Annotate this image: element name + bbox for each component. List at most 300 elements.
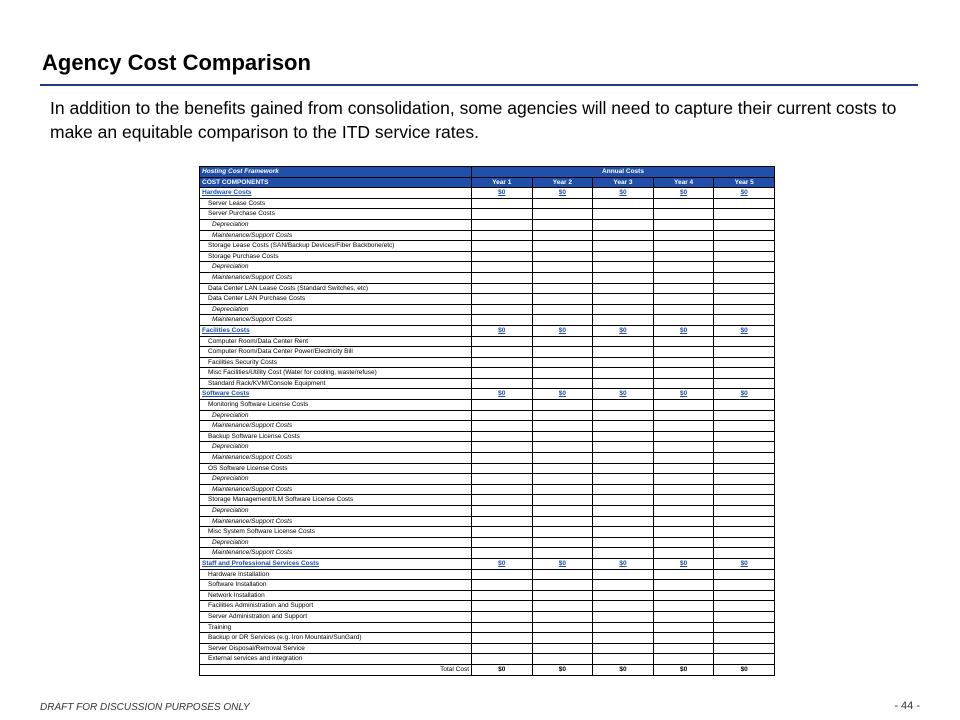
table-row [200,484,775,495]
year-value-cell [714,368,775,379]
year-value-cell: $0 [532,389,593,400]
year-value-cell [532,230,593,241]
year-value-cell [714,410,775,421]
year-value-cell [653,209,714,220]
cost-item-label: Server Disposal/Removal Service [200,643,472,654]
year-value-cell [532,378,593,389]
cost-item-label: Misc System Software License Costs [200,527,472,538]
year-value-cell [653,241,714,252]
table-row [200,378,775,389]
year-value-cell [714,506,775,517]
annual-costs-label: Annual Costs [472,167,775,178]
total-label: Total Cost [200,664,472,675]
year-value-cell [653,643,714,654]
year-value-cell [653,548,714,559]
table-row [200,347,775,358]
year-value-cell [653,474,714,485]
table-header-row-1 [200,167,775,178]
year-value-cell [653,421,714,432]
year-value-cell [532,294,593,305]
section-row [200,188,775,199]
cost-item-label: Data Center LAN Lease Costs (Standard Switches, etc) [200,283,472,294]
year-value-cell [472,421,533,432]
table-row [200,294,775,305]
year-value-cell [593,590,654,601]
cost-item-label: Maintenance/Support Costs [200,421,472,432]
year-value-cell [472,262,533,273]
year-value-cell [472,283,533,294]
table-row [200,283,775,294]
year-value-cell [532,633,593,644]
table-row [200,304,775,315]
cost-item-label: Depreciation [200,219,472,230]
cost-item-label: Maintenance/Support Costs [200,315,472,326]
year-value-cell [714,633,775,644]
cost-item-label: Depreciation [200,304,472,315]
year-value-cell [653,336,714,347]
year-value-cell [714,294,775,305]
year-value-cell [532,495,593,506]
year-value-cell: $0 [532,325,593,336]
year-value-cell [653,400,714,411]
year-value-cell [532,283,593,294]
year-value-cell [653,294,714,305]
year-value-cell [472,622,533,633]
year-value-cell [532,410,593,421]
year-value-cell [472,230,533,241]
table-row [200,527,775,538]
year-value-cell [472,516,533,527]
year-header: Year 3 [593,177,654,188]
year-value-cell [593,357,654,368]
cost-item-label: Maintenance/Support Costs [200,516,472,527]
year-value-cell [472,495,533,506]
year-value-cell [653,347,714,358]
year-value-cell [532,463,593,474]
year-value-cell [532,611,593,622]
year-value-cell [714,304,775,315]
cost-item-label: Depreciation [200,506,472,517]
year-value-cell [532,484,593,495]
year-value-cell [714,548,775,559]
total-value-cell: $0 [532,664,593,675]
year-value-cell [472,527,533,538]
year-value-cell [653,580,714,591]
year-value-cell: $0 [714,325,775,336]
cost-item-label: Depreciation [200,262,472,273]
year-value-cell [472,537,533,548]
year-value-cell: $0 [653,325,714,336]
table-row [200,611,775,622]
year-value-cell [653,304,714,315]
year-value-cell [532,219,593,230]
year-value-cell [714,431,775,442]
year-value-cell [714,230,775,241]
table-row [200,421,775,432]
year-header: Year 1 [472,177,533,188]
year-value-cell [593,548,654,559]
year-value-cell [593,516,654,527]
year-value-cell [593,463,654,474]
cost-item-label: Server Purchase Costs [200,209,472,220]
year-value-cell: $0 [593,325,654,336]
year-value-cell [532,453,593,464]
year-value-cell: $0 [714,188,775,199]
year-value-cell [714,601,775,612]
table-row [200,431,775,442]
year-value-cell: $0 [593,188,654,199]
year-value-cell [714,590,775,601]
year-value-cell [532,357,593,368]
year-value-cell [472,590,533,601]
year-value-cell [653,611,714,622]
year-value-cell: $0 [532,558,593,569]
year-value-cell [532,421,593,432]
year-value-cell [653,516,714,527]
year-value-cell [653,569,714,580]
year-value-cell [593,506,654,517]
table-row [200,315,775,326]
year-value-cell [653,230,714,241]
year-value-cell [472,548,533,559]
year-value-cell [472,601,533,612]
year-value-cell [593,241,654,252]
table-row [200,410,775,421]
year-value-cell [472,633,533,644]
year-value-cell [653,463,714,474]
year-value-cell [714,611,775,622]
cost-item-label: Monitoring Software License Costs [200,400,472,411]
year-value-cell [472,453,533,464]
year-value-cell [593,251,654,262]
year-value-cell [714,527,775,538]
section-label: Hardware Costs [200,188,472,199]
year-value-cell: $0 [653,558,714,569]
year-value-cell [593,431,654,442]
section-row [200,325,775,336]
year-value-cell [593,400,654,411]
section-row [200,558,775,569]
year-value-cell [593,527,654,538]
table-row [200,400,775,411]
table-row [200,251,775,262]
table-row [200,198,775,209]
year-value-cell [472,357,533,368]
year-header: Year 5 [714,177,775,188]
year-value-cell [653,378,714,389]
year-value-cell [714,251,775,262]
cost-item-label: Depreciation [200,442,472,453]
cost-item-label: Storage Lease Costs (SAN/Backup Devices/Fiber Backbone/etc) [200,241,472,252]
year-value-cell [653,357,714,368]
year-value-cell [472,643,533,654]
table-row [200,209,775,220]
year-value-cell [532,209,593,220]
year-value-cell [714,283,775,294]
cost-item-label: Depreciation [200,474,472,485]
year-value-cell [714,198,775,209]
year-value-cell [593,209,654,220]
cost-item-label: Misc Facilities/Utility Cost (Water for cooling, waste/refuse) [200,368,472,379]
draft-footer: DRAFT FOR DISCUSSION PURPOSES ONLY [40,702,250,713]
cost-item-label: Storage Purchase Costs [200,251,472,262]
year-value-cell [532,548,593,559]
cost-item-label: Storage Management/ILM Software License Costs [200,495,472,506]
year-value-cell [714,421,775,432]
year-value-cell [714,569,775,580]
year-value-cell: $0 [653,389,714,400]
cost-item-label: Maintenance/Support Costs [200,453,472,464]
section-label: Software Costs [200,389,472,400]
year-value-cell: $0 [472,325,533,336]
year-value-cell [532,241,593,252]
year-value-cell [714,495,775,506]
year-value-cell [593,580,654,591]
year-value-cell [532,400,593,411]
year-value-cell: $0 [593,389,654,400]
table-row [200,569,775,580]
year-value-cell [472,368,533,379]
cost-item-label: External services and integration [200,654,472,665]
year-value-cell [653,622,714,633]
table-row [200,622,775,633]
year-value-cell [593,421,654,432]
year-value-cell: $0 [653,188,714,199]
year-value-cell [714,262,775,273]
year-value-cell [472,410,533,421]
year-value-cell [593,643,654,654]
year-value-cell [714,463,775,474]
year-value-cell [532,580,593,591]
year-value-cell [472,442,533,453]
year-value-cell [472,198,533,209]
year-value-cell [653,537,714,548]
total-value-cell: $0 [653,664,714,675]
table-row [200,463,775,474]
year-value-cell [653,315,714,326]
table-row [200,357,775,368]
year-value-cell [532,601,593,612]
year-value-cell [472,400,533,411]
title-underline [40,84,918,86]
year-value-cell [593,569,654,580]
cost-item-label: Hardware Installation [200,569,472,580]
year-value-cell [593,495,654,506]
cost-components-label: COST COMPONENTS [200,177,472,188]
year-value-cell [653,601,714,612]
cost-item-label: Computer Room/Data Center Rent [200,336,472,347]
cost-item-label: OS Software License Costs [200,463,472,474]
year-value-cell [714,442,775,453]
year-value-cell [532,251,593,262]
total-row [200,664,775,675]
table-row [200,230,775,241]
year-value-cell [593,315,654,326]
year-value-cell [472,654,533,665]
year-value-cell [714,580,775,591]
year-value-cell [532,590,593,601]
cost-item-label: Maintenance/Support Costs [200,548,472,559]
year-value-cell [714,315,775,326]
year-value-cell: $0 [472,558,533,569]
year-value-cell [472,580,533,591]
cost-item-label: Training [200,622,472,633]
year-value-cell [593,378,654,389]
year-value-cell [532,198,593,209]
cost-item-label: Server Administration and Support [200,611,472,622]
cost-item-label: Backup Software License Costs [200,431,472,442]
year-value-cell [472,474,533,485]
year-value-cell [532,527,593,538]
section-label: Staff and Professional Services Costs [200,558,472,569]
cost-item-label: Software Installation [200,580,472,591]
year-value-cell [472,304,533,315]
year-value-cell [593,304,654,315]
year-value-cell [532,336,593,347]
cost-item-label: Maintenance/Support Costs [200,230,472,241]
year-value-cell [532,262,593,273]
table-row [200,516,775,527]
year-value-cell [653,633,714,644]
year-value-cell [532,506,593,517]
section-label: Facilities Costs [200,325,472,336]
year-value-cell [593,272,654,283]
year-value-cell [593,453,654,464]
year-value-cell [593,633,654,644]
year-value-cell [532,431,593,442]
cost-item-label: Facilities Security Costs [200,357,472,368]
cost-item-label: Standard Rack/KVM/Console Equipment [200,378,472,389]
year-value-cell [653,431,714,442]
table-row [200,495,775,506]
cost-item-label: Server Lease Costs [200,198,472,209]
year-value-cell: $0 [714,558,775,569]
year-value-cell [472,611,533,622]
cost-item-label: Facilities Administration and Support [200,601,472,612]
year-value-cell [593,336,654,347]
year-value-cell [653,219,714,230]
table-row [200,590,775,601]
table-row [200,580,775,591]
year-value-cell: $0 [472,389,533,400]
year-value-cell [714,537,775,548]
year-value-cell [472,315,533,326]
year-value-cell [472,484,533,495]
table-row [200,643,775,654]
year-value-cell [593,442,654,453]
year-value-cell [593,230,654,241]
year-value-cell [714,347,775,358]
year-value-cell [593,484,654,495]
year-value-cell [653,590,714,601]
year-value-cell [532,474,593,485]
year-value-cell [653,198,714,209]
table-row [200,548,775,559]
year-header: Year 2 [532,177,593,188]
year-value-cell [472,241,533,252]
cost-item-label: Maintenance/Support Costs [200,272,472,283]
year-value-cell [714,378,775,389]
year-value-cell [593,368,654,379]
year-value-cell [472,463,533,474]
year-value-cell [653,262,714,273]
year-value-cell [532,442,593,453]
cost-item-label: Computer Room/Data Center Power/Electricity Bill [200,347,472,358]
total-value-cell: $0 [472,664,533,675]
year-value-cell [472,347,533,358]
year-value-cell [653,654,714,665]
table-row [200,219,775,230]
year-value-cell [593,219,654,230]
year-value-cell [714,516,775,527]
year-value-cell [532,537,593,548]
section-row [200,389,775,400]
year-value-cell [714,453,775,464]
year-value-cell [653,495,714,506]
table-row [200,262,775,273]
year-value-cell [714,241,775,252]
year-value-cell [532,304,593,315]
year-value-cell [472,209,533,220]
year-value-cell [653,506,714,517]
year-value-cell [653,442,714,453]
year-value-cell [714,209,775,220]
year-value-cell [653,283,714,294]
intro-paragraph: In addition to the benefits gained from consolidation, some agencies will need to capture their current costs to make an equitable comparison to the ITD service rates. [50,98,897,142]
table-row [200,453,775,464]
year-value-cell: $0 [593,558,654,569]
table-row [200,272,775,283]
year-value-cell [593,410,654,421]
framework-label: Hosting Cost Framework [200,167,472,178]
year-value-cell [472,378,533,389]
table-row [200,537,775,548]
year-value-cell [472,294,533,305]
year-value-cell [593,474,654,485]
year-value-cell [714,400,775,411]
table-header-row-2 [200,177,775,188]
cost-item-label: Depreciation [200,537,472,548]
year-value-cell [532,643,593,654]
table-row [200,633,775,644]
year-header: Year 4 [653,177,714,188]
year-value-cell [532,272,593,283]
year-value-cell [714,474,775,485]
year-value-cell [714,219,775,230]
table-row [200,368,775,379]
year-value-cell [714,654,775,665]
year-value-cell [532,368,593,379]
year-value-cell [653,453,714,464]
year-value-cell [714,272,775,283]
slide-title: Agency Cost Comparison [42,50,311,75]
year-value-cell [653,410,714,421]
cost-item-label: Maintenance/Support Costs [200,484,472,495]
year-value-cell [472,251,533,262]
year-value-cell: $0 [472,188,533,199]
table-row [200,336,775,347]
year-value-cell [714,484,775,495]
table-row [200,654,775,665]
year-value-cell [532,654,593,665]
year-value-cell [593,198,654,209]
total-value-cell: $0 [593,664,654,675]
year-value-cell [714,336,775,347]
year-value-cell [653,272,714,283]
year-value-cell [532,569,593,580]
year-value-cell [593,611,654,622]
year-value-cell [593,294,654,305]
